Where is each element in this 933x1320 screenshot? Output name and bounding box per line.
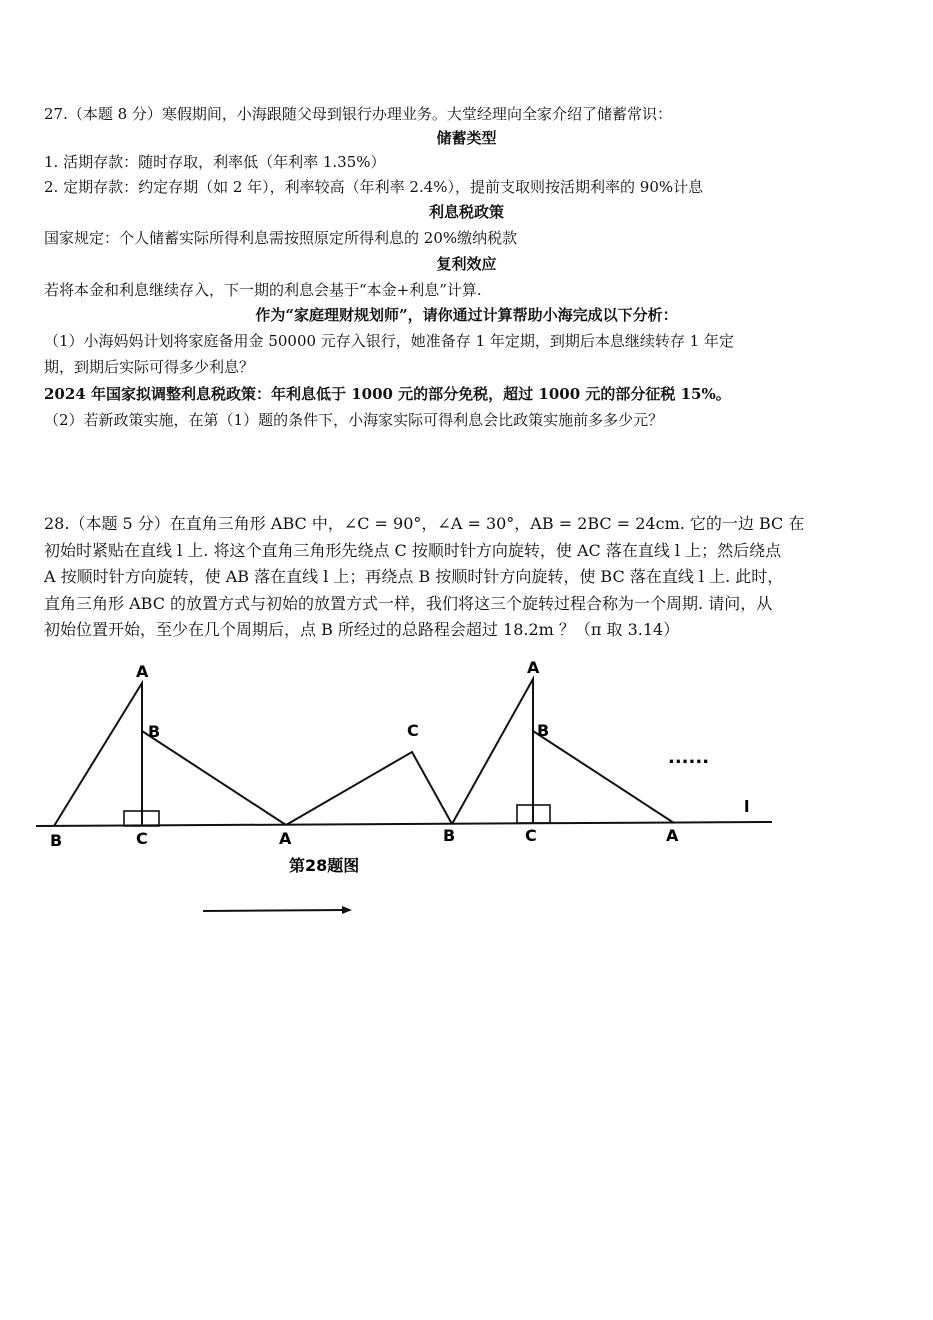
arrow-shaft xyxy=(203,910,345,911)
label-c1: C xyxy=(136,829,148,848)
q28-figure xyxy=(0,655,933,915)
label-c3: C xyxy=(525,826,537,845)
triangle-1-shape xyxy=(54,683,142,826)
q28-line3: A 按顺时针方向旋转，使 AB 落在直线 l 上；再绕点 B 按顺时针方向旋转，使 BC 落在直线 l 上. 此时， xyxy=(44,567,784,586)
q27-heading-tax: 利息税政策 xyxy=(428,203,504,221)
q28-line4: 直角三角形 ABC 的放置方式与初始的放置方式一样，我们将这三个旋转过程合称为一个周期. 请问，从 xyxy=(44,594,773,613)
label-b1: B xyxy=(148,722,161,741)
q27-part2: （2）若新政策实施，在第（1）题的条件下，小海家实际可得利息会比政策实施前多多少元？ xyxy=(44,411,664,429)
label-ellipsis: ...... xyxy=(668,747,710,768)
label-b3: B xyxy=(537,721,550,740)
q27-part1-line2: 期，到期后实际可得多少利息？ xyxy=(44,358,255,376)
triangle-2-hypotenuse xyxy=(142,731,286,825)
label-c2: C xyxy=(407,721,419,740)
q27-heading-types: 储蓄类型 xyxy=(436,129,497,147)
triangle-3-shape xyxy=(286,752,452,825)
q27-compound-rule: 若将本金和利息继续存入，下一期的利息会基于“本金+利息”计算. xyxy=(44,281,482,299)
figure-caption: 第28题图 xyxy=(289,856,360,875)
q27-part1-line1: （1）小海妈妈计划将家庭备用金 50000 元存入银行，她准备存 1 年定期，到期后本息继续转存 1 年定 xyxy=(44,332,734,350)
q27-type1: 1. 活期存款：随时存取，利率低（年利率 1.35%） xyxy=(44,153,386,171)
q27-task-heading: 作为“家庭理财规划师”，请你通过计算帮助小海完成以下分析： xyxy=(255,306,678,324)
label-a3: A xyxy=(527,658,540,677)
label-a1: A xyxy=(136,662,149,681)
q28-line2: 初始时紧贴在直线 l 上. 将这个直角三角形先绕点 C 按顺时针方向旋转，使 AC 落在直线 l 上；然后绕点 xyxy=(44,541,782,560)
label-a1-base: A xyxy=(279,829,292,848)
label-b2-base: B xyxy=(443,826,456,845)
q27-type2: 2. 定期存款：约定存期（如 2 年），利率较高（年利率 2.4%），提前支取则按活期利率的 90%计息 xyxy=(44,178,704,196)
q28-line5: 初始位置开始，至少在几个周期后，点 B 所经过的总路程会超过 18.2m ？（π 取 3.14） xyxy=(44,620,680,639)
q27-heading-compound: 复利效应 xyxy=(436,255,497,273)
triangle-5-hypotenuse xyxy=(533,731,674,823)
q27-tax-rule: 国家规定：个人储蓄实际所得利息需按照原定所得利息的 20%缴纳税款 xyxy=(44,229,518,247)
triangle-4-shape xyxy=(452,679,533,824)
arrow-head-icon xyxy=(342,906,352,914)
label-line-l: l xyxy=(744,797,750,816)
q28-line1: 28.（本题 5 分）在直角三角形 ABC 中，∠C = 90°，∠A = 30°，AB = 2BC = 24cm. 它的一边 BC 在 xyxy=(44,514,805,533)
q27-policy-2024: 2024 年国家拟调整利息税政策：年利息低于 1000 元的部分免税，超过 1000 元的部分征税 15%。 xyxy=(44,385,731,403)
label-a3-base: A xyxy=(666,826,679,845)
q27-intro: 27.（本题 8 分）寒假期间，小海跟随父母到银行办理业务。大堂经理向全家介绍了储蓄常识： xyxy=(44,105,672,123)
label-b1-base: B xyxy=(50,831,63,850)
